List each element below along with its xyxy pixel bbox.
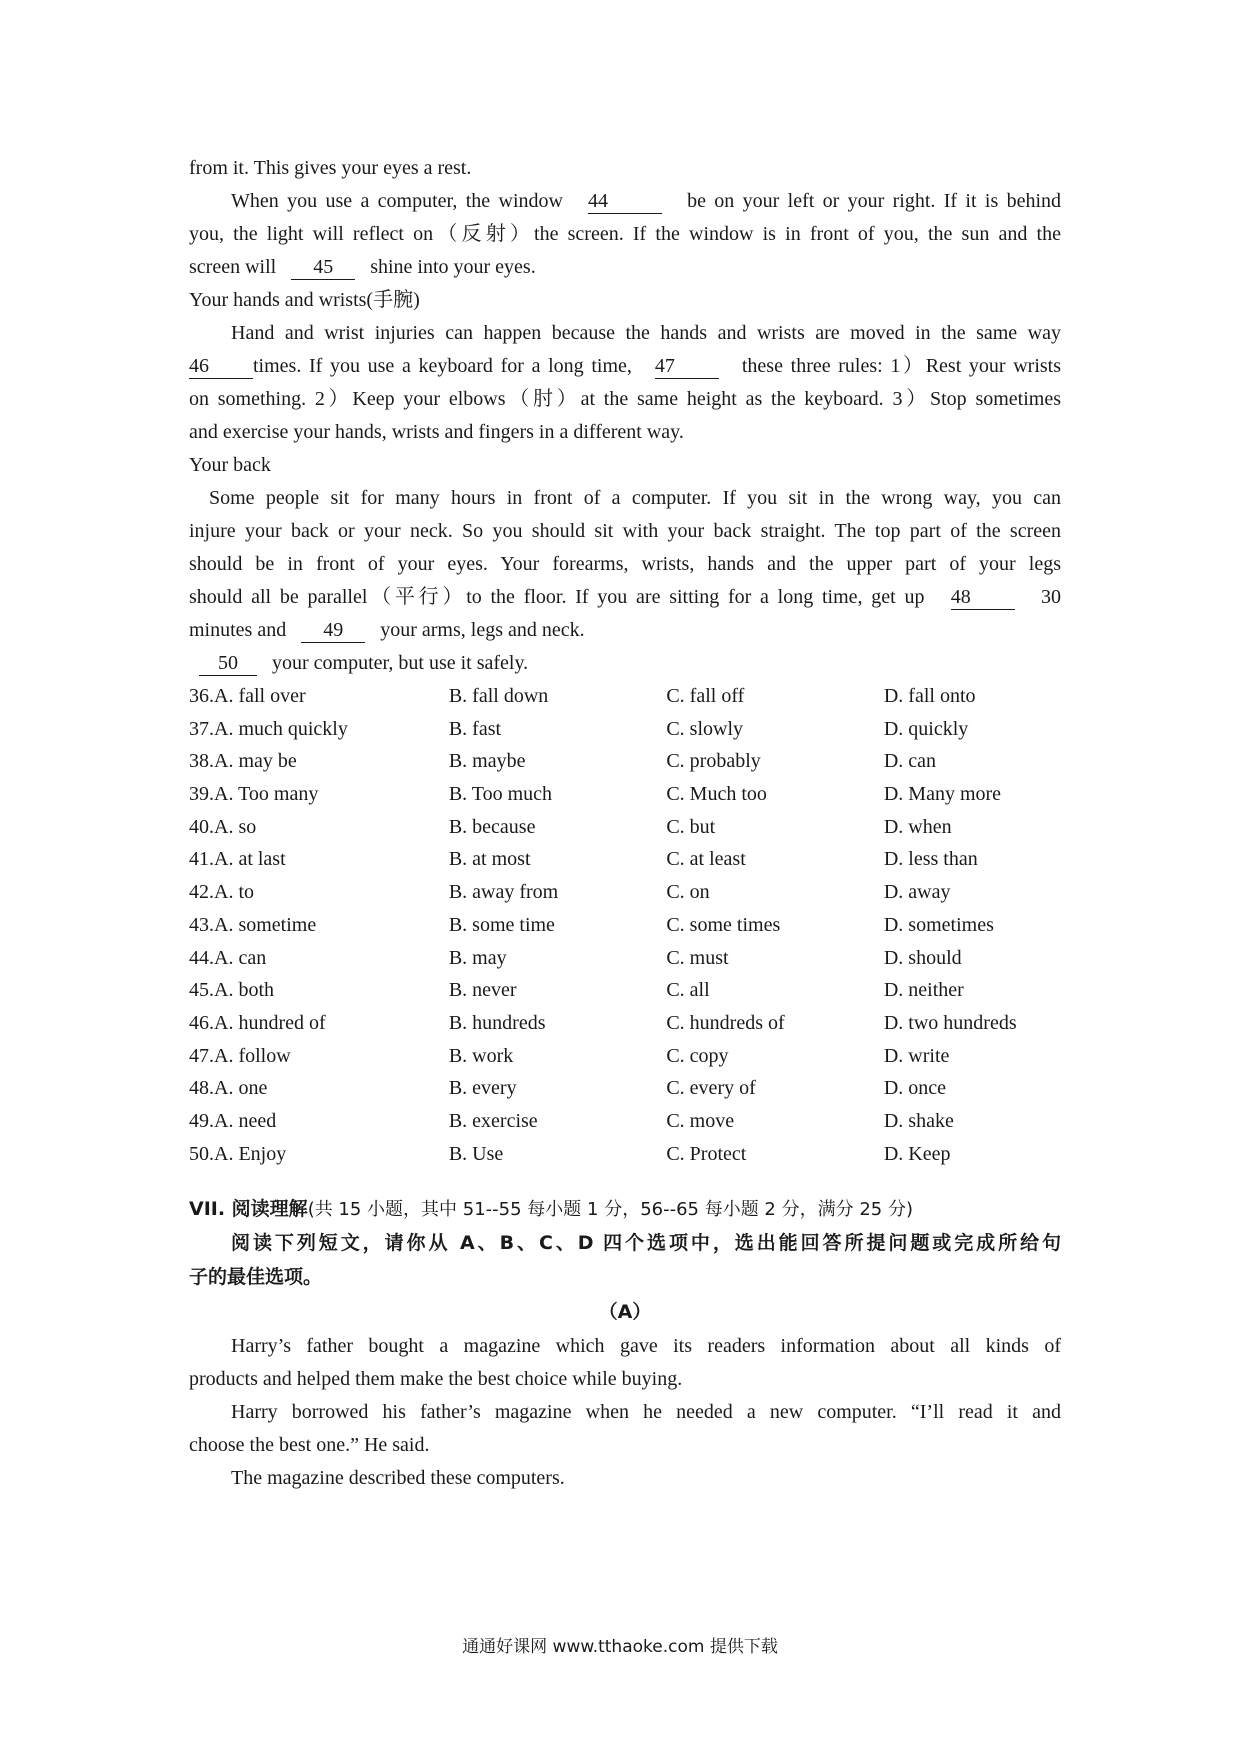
- section-instruction: 阅读下列短文，请你从 A、B、C、D 四个选项中，选出能回答所提问题或完成所给句: [231, 1232, 1061, 1255]
- blank-45[interactable]: 45: [291, 255, 355, 280]
- option-row: [189, 1040, 1061, 1073]
- option-c[interactable]: C. move: [666, 1109, 735, 1132]
- option-d[interactable]: D. should: [883, 946, 962, 969]
- passage-line: [189, 647, 1061, 680]
- option-b[interactable]: B. Use: [448, 1142, 504, 1165]
- option-d[interactable]: D. away: [883, 881, 951, 904]
- option-d[interactable]: D. can: [883, 750, 937, 773]
- option-c[interactable]: C. all: [666, 979, 710, 1002]
- page-footer: 通通好课网 www.tthaoke.com 提供下载: [462, 1637, 778, 1657]
- option-b[interactable]: B. at most: [448, 848, 531, 871]
- option-c[interactable]: C. must: [666, 946, 729, 969]
- passage-text: When you use a computer, the window: [231, 190, 563, 212]
- option-row: [189, 942, 1061, 975]
- passage-text: minutes and: [189, 619, 287, 641]
- option-c[interactable]: C. slowly: [666, 717, 744, 740]
- option-a[interactable]: 49.A. need: [189, 1109, 277, 1132]
- section-title-label: VII. 阅读理解: [189, 1198, 308, 1221]
- passage-line: [189, 251, 1061, 284]
- option-b[interactable]: B. some time: [448, 913, 555, 936]
- option-c[interactable]: C. probably: [666, 750, 761, 773]
- option-row: [189, 909, 1061, 942]
- option-b[interactable]: B. every: [448, 1077, 517, 1100]
- option-a[interactable]: 45.A. both: [189, 979, 274, 1002]
- option-row: [189, 1072, 1061, 1105]
- option-d[interactable]: D. write: [883, 1044, 950, 1067]
- option-a[interactable]: 37.A. much quickly: [189, 717, 348, 740]
- option-c[interactable]: C. hundreds of: [666, 1011, 785, 1034]
- option-a[interactable]: 46.A. hundred of: [189, 1011, 326, 1034]
- option-a[interactable]: 40.A. so: [189, 815, 257, 838]
- passage-line: and exercise your hands, wrists and fingers in a different way.: [189, 421, 684, 443]
- passage-text: should all be parallel（平行）to the floor. If you are sitting for a long time, get up: [189, 586, 925, 608]
- option-c[interactable]: C. Much too: [666, 783, 767, 806]
- option-c[interactable]: C. fall off: [666, 685, 745, 707]
- passage-line: injure your back or your neck. So you should sit with your back straight. The top part of the screen: [189, 520, 1061, 542]
- passage-line: [189, 614, 1061, 647]
- option-c[interactable]: C. every of: [666, 1077, 756, 1100]
- section-heading-back: Your back: [189, 454, 271, 476]
- option-d[interactable]: D. quickly: [883, 717, 969, 740]
- passage-text: 30: [1041, 586, 1062, 608]
- option-a[interactable]: 41.A. at last: [189, 848, 286, 871]
- option-a[interactable]: 47.A. follow: [189, 1044, 291, 1067]
- passage-line: should be in front of your eyes. Your forearms, wrists, hands and the upper part of your legs: [189, 553, 1061, 575]
- option-c[interactable]: C. at least: [666, 848, 746, 871]
- option-row: [189, 1007, 1061, 1040]
- option-d[interactable]: D. two hundreds: [883, 1011, 1017, 1034]
- option-row: [189, 974, 1061, 1007]
- passage-line: [189, 185, 1061, 218]
- reading-line: choose the best one.” He said.: [189, 1434, 430, 1457]
- option-row: [189, 778, 1061, 811]
- blank-47[interactable]: 47: [655, 354, 719, 379]
- option-c[interactable]: C. some times: [666, 913, 781, 936]
- reading-line: Harry borrowed his father’s magazine when he needed a new computer. “I’ll read it and: [231, 1401, 1061, 1424]
- option-d[interactable]: D. Keep: [883, 1142, 951, 1165]
- blank-48[interactable]: 48: [951, 585, 1015, 610]
- page-content: [189, 152, 1061, 1495]
- option-a[interactable]: 39.A. Too many: [189, 783, 319, 806]
- part-label: （A）: [598, 1301, 652, 1324]
- blank-50[interactable]: 50: [199, 651, 257, 676]
- option-a[interactable]: 48.A. one: [189, 1077, 268, 1100]
- passage-text: your arms, legs and neck.: [380, 619, 585, 641]
- option-row: [189, 680, 1061, 713]
- section-instruction: 子的最佳选项。: [189, 1266, 323, 1289]
- option-d[interactable]: D. sometimes: [883, 913, 994, 936]
- option-a[interactable]: 38.A. may be: [189, 750, 297, 773]
- option-b[interactable]: B. never: [448, 979, 517, 1002]
- option-row: [189, 843, 1061, 876]
- passage-text: screen will: [189, 256, 277, 278]
- option-b[interactable]: B. may: [448, 946, 507, 969]
- option-a[interactable]: 42.A. to: [189, 881, 254, 904]
- passage-line: from it. This gives your eyes a rest.: [189, 157, 472, 179]
- option-d[interactable]: D. Many more: [883, 783, 1002, 806]
- option-b[interactable]: B. because: [448, 815, 536, 838]
- section-title-scoring: (共 15 小题，其中 51--55 每小题 1 分，56--65 每小题 2 分，满分 25 分): [307, 1199, 913, 1221]
- option-row: [189, 1138, 1061, 1171]
- option-d[interactable]: D. when: [883, 815, 952, 838]
- option-b[interactable]: B. maybe: [448, 750, 526, 773]
- option-row: [189, 876, 1061, 909]
- option-row: [189, 745, 1061, 778]
- passage-line: [189, 350, 1061, 383]
- option-d[interactable]: D. neither: [883, 979, 964, 1002]
- section-heading-hands: Your hands and wrists(手腕): [189, 289, 420, 311]
- option-a[interactable]: 36.A. fall over: [189, 685, 306, 707]
- passage-line: Hand and wrist injuries can happen because the hands and wrists are moved in the same way: [231, 322, 1061, 344]
- passage-line: [189, 581, 1061, 614]
- option-d[interactable]: D. fall onto: [883, 685, 976, 707]
- blank-46[interactable]: 46: [189, 354, 253, 379]
- option-a[interactable]: 44.A. can: [189, 946, 267, 969]
- option-a[interactable]: 50.A. Enjoy: [189, 1142, 287, 1165]
- option-b[interactable]: B. exercise: [448, 1109, 538, 1132]
- reading-line: products and helped them make the best choice while buying.: [189, 1368, 683, 1391]
- blank-49[interactable]: 49: [301, 618, 365, 643]
- option-c[interactable]: C. on: [666, 881, 710, 904]
- section-title: [189, 1192, 1061, 1226]
- option-b[interactable]: B. hundreds: [448, 1011, 546, 1034]
- passage-text: be on your left or your right. If it is behind: [687, 190, 1062, 212]
- option-d[interactable]: D. shake: [883, 1109, 954, 1132]
- option-c[interactable]: C. copy: [666, 1044, 729, 1067]
- passage-text: shine into your eyes.: [370, 256, 536, 278]
- passage-line: on something. 2）Keep your elbows（肘）at the same height as the keyboard. 3）Stop sometimes: [189, 388, 1061, 410]
- option-row: [189, 713, 1061, 746]
- option-b[interactable]: B. work: [448, 1044, 514, 1067]
- reading-line: Harry’s father bought a magazine which gave its readers information about all kinds of: [231, 1335, 1061, 1358]
- passage-text: these three rules: 1）Rest your wrists: [741, 355, 1062, 377]
- option-row: [189, 1105, 1061, 1138]
- option-d[interactable]: D. less than: [883, 848, 978, 871]
- blank-44[interactable]: 44: [588, 189, 662, 214]
- passage-line: you, the light will reflect on（反射）the screen. If the window is in front of you, the sun and the: [189, 223, 1061, 245]
- passage-line: Some people sit for many hours in front of a computer. If you sit in the wrong way, you can: [209, 487, 1061, 509]
- option-b[interactable]: B. fast: [448, 717, 502, 740]
- option-d[interactable]: D. once: [883, 1077, 947, 1100]
- option-a[interactable]: 43.A. sometime: [189, 913, 317, 936]
- option-c[interactable]: C. but: [666, 815, 716, 838]
- option-b[interactable]: B. fall down: [448, 685, 549, 707]
- option-b[interactable]: B. away from: [448, 881, 559, 904]
- options-table: [189, 680, 1061, 1170]
- option-c[interactable]: C. Protect: [666, 1142, 747, 1165]
- option-b[interactable]: B. Too much: [448, 783, 553, 806]
- option-row: [189, 811, 1061, 844]
- passage-text: times. If you use a keyboard for a long time,: [253, 355, 632, 377]
- passage-text: your computer, but use it safely.: [272, 652, 529, 674]
- reading-line: The magazine described these computers.: [231, 1467, 565, 1490]
